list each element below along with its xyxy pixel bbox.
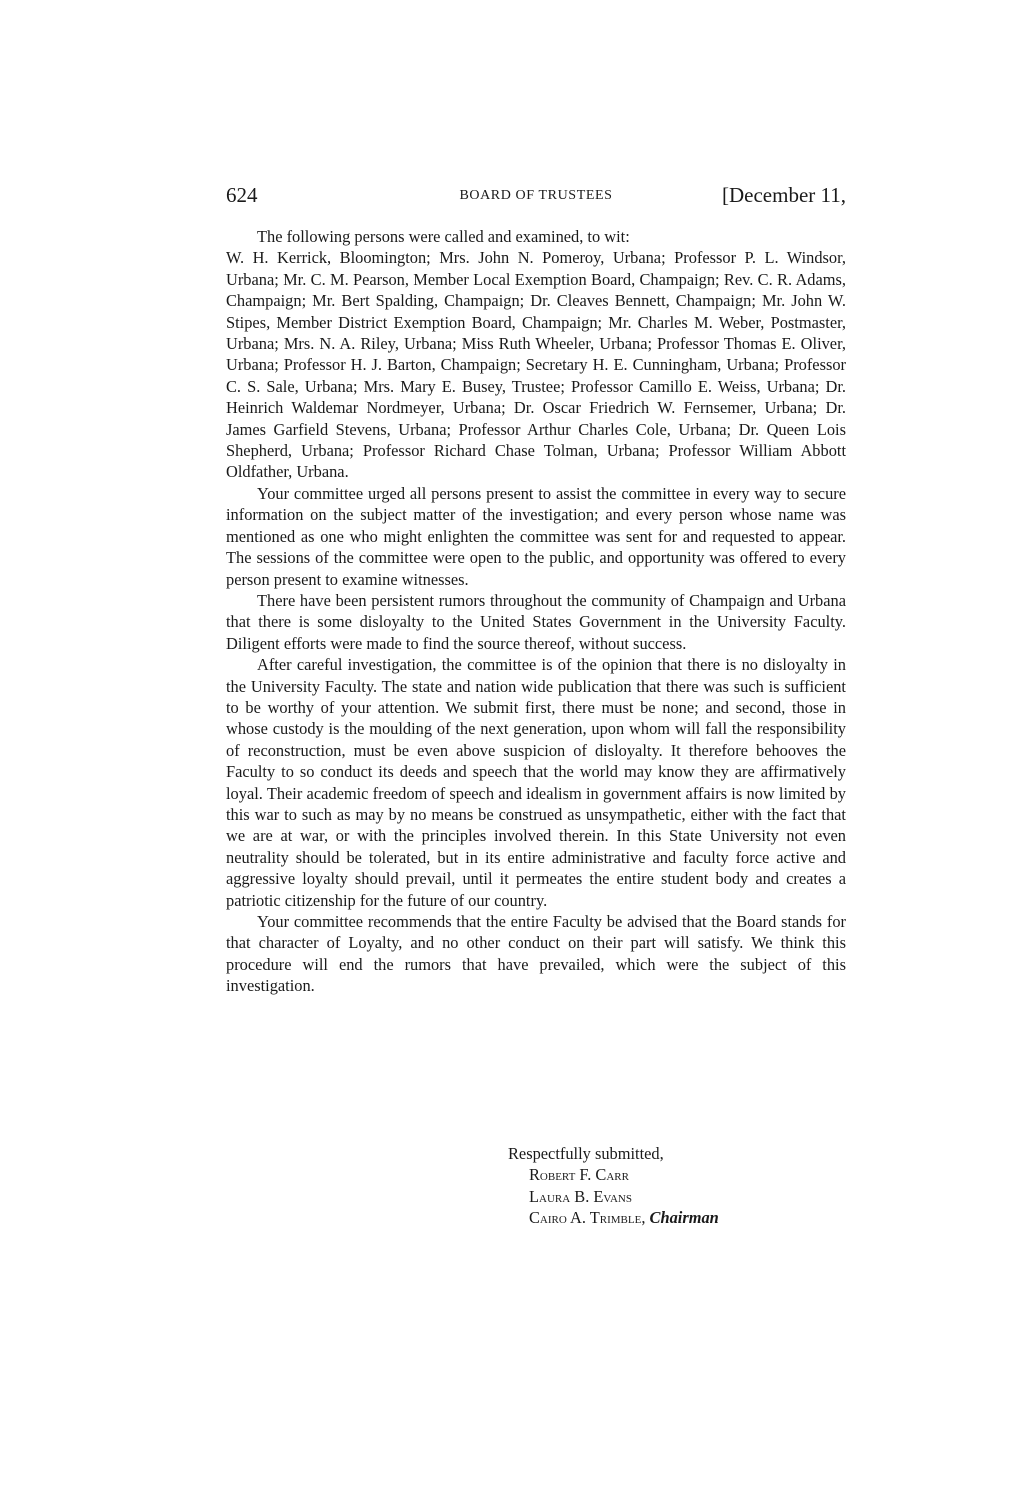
paragraph-recommendation: Your committee recommends that the entire Faculty be advised that the Board stands for that character of Loyalty, and no other conduct on their part will satisfy. We think this procedure will end the rumors that have prevailed, which were the subject of this investigation. <box>226 912 846 996</box>
body-text <box>226 226 846 997</box>
running-head <box>226 183 846 213</box>
closing-line: Respectfully submitted, <box>508 1144 664 1163</box>
paragraph-rumors: There have been persistent rumors throughout the community of Champaign and Urbana that there is some disloyalty to the United States Government in the University Faculty. Diligent efforts were made to find the source thereof, without success. <box>226 590 846 653</box>
paragraph-findings: After careful investigation, the committee is of the opinion that there is no disloyalty in the University Faculty. The state and nation wide publication that there was such is sufficient to be worthy of your attention. We submit first, there must be none; and second, those in whose custody is the moulding of the next generation, upon whom will fall the responsibility of reconstruction, must be even above suspicion of disloyalty. It therefore behooves the Faculty to so conduct its deeds and speech that the world may know they are affirmatively loyal. Their academic freedom of speech and idealism in government affairs is now limited by this war to such as may by no means be construed as unsympathetic, either with the fact that we are at war, or with the principles involved therein. In this State University not even neutrality should be tolerated, but in its entire administrative and faculty force active and aggressive loyalty should prevail, until it permeates the entire student body and creates a patriotic citizenship for the future of our country. <box>226 655 846 910</box>
signer-name: Robert F. Carr <box>529 1165 629 1185</box>
paragraph-committee-efforts: Your committee urged all persons present to assist the committee in every way to secure information on the subject matter of the investigation; and every person whose name was mentioned as one who might enlighten the committee was sent for and requested to appear. The sessions of the committee were open to the public, and opportunity was offered to every person present to examine witnesses. <box>226 483 846 589</box>
witness-list: W. H. Kerrick, Bloomington; Mrs. John N. Pomeroy, Urbana; Professor P. L. Windsor, Urbana; Mr. C. M. Pearson, Member Local Exemption Board, Champaign; Rev. C. R. Adams, Champaign; Mr. Bert Spalding, Champaign; Dr. Cleaves Bennett, Champaign; Mr. John W. Stipes, Member District Exemption Board, Champaign; Mr. Charles M. Weber, Postmaster, Urbana; Mrs. N. A. Riley, Urbana; Miss Ruth Wheeler, Urbana; Professor Thomas E. Oliver, Urbana; Professor H. J. Barton, Champaign; Secretary H. E. Cunningham, Urbana; Professor C. S. Sale, Urbana; Mrs. Mary E. Busey, Trustee; Professor Camillo E. Weiss, Urbana; Dr. Heinrich Waldemar Nordmeyer, Urbana; Dr. Oscar Friedrich W. Fernsemer, Urbana; Dr. James Garfield Stevens, Urbana; Professor Arthur Charles Cole, Urbana; Dr. Queen Lois Shepherd, Urbana; Professor Richard Chase Tolman, Urbana; Professor William Abbott Oldfather, Urbana. <box>226 248 846 482</box>
signer-role: Chairman <box>649 1208 719 1228</box>
signer-name: Laura B. Evans <box>529 1186 632 1206</box>
signer-chairman <box>508 1207 719 1228</box>
signer-name: Cairo A. Trimble, <box>529 1208 646 1228</box>
witness-intro: The following persons were called and examined, to wit: <box>257 227 630 246</box>
running-date: [December 11, <box>722 183 846 207</box>
running-title: BOARD OF TRUSTEES <box>459 188 613 203</box>
signature-block <box>508 1143 719 1229</box>
page-number: 624 <box>226 183 258 207</box>
